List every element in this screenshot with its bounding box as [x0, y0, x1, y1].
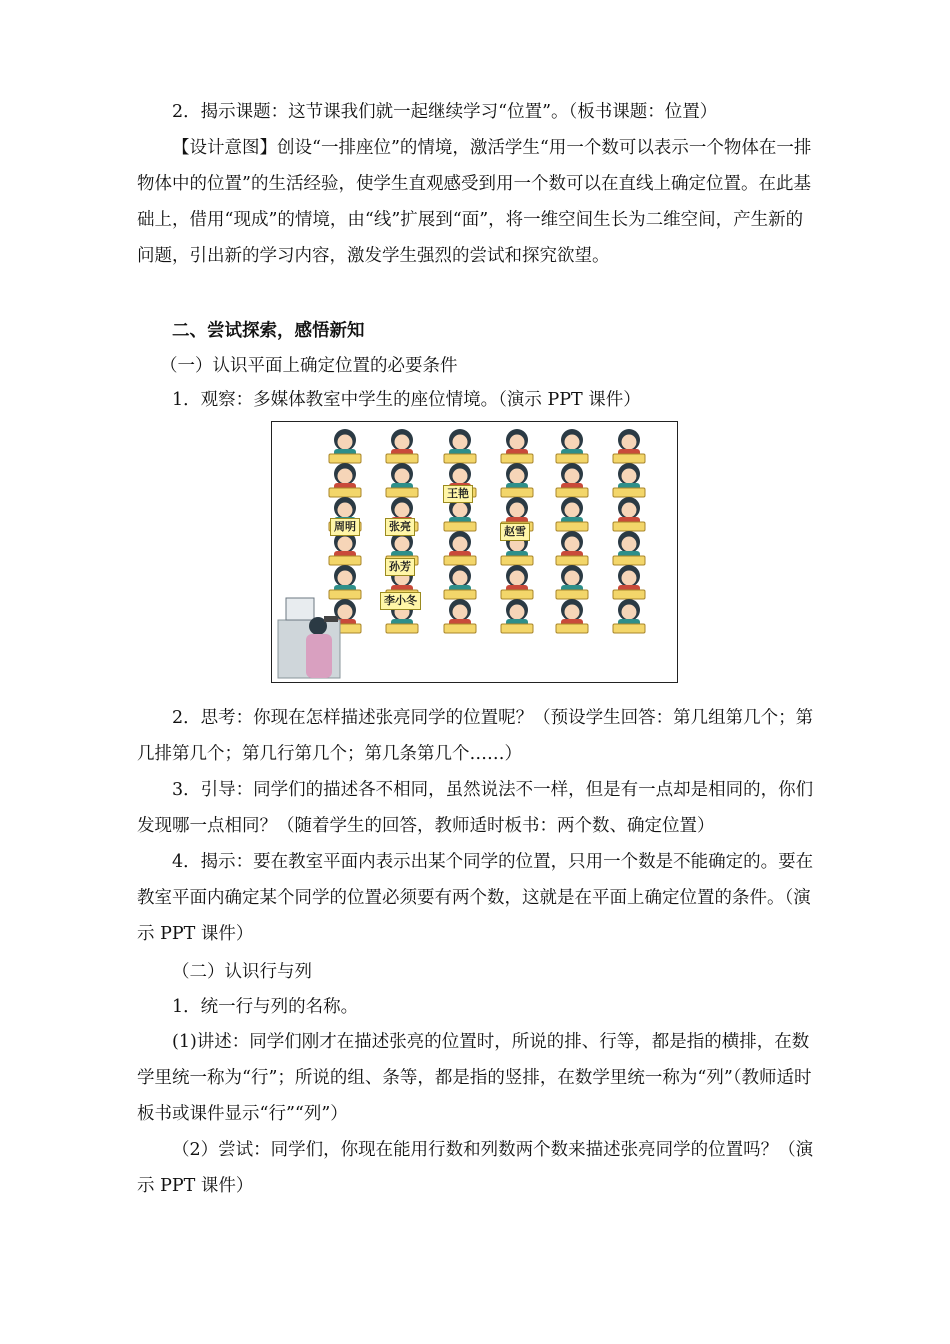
student-seat	[386, 463, 418, 497]
student-seat	[556, 565, 588, 599]
paragraph-reveal: 4．揭示：要在教室平面内表示出某个同学的位置，只用一个数是不能确定的。要在教室平面内确定某个同学的位置必须要有两个数，这就是在平面上确定位置的条件。（演示 PPT 课件）	[137, 852, 814, 944]
student-seat	[613, 599, 645, 633]
paragraph-guide: 3．引导：同学们的描述各不相同，虽然说法不一样，但是有一点却是相同的，你们发现哪一点相同？（随着学生的回答，教师适时板书：两个数、确定位置）	[137, 780, 814, 836]
student-seat	[501, 429, 533, 463]
student-seat	[329, 463, 361, 497]
student-seat	[556, 599, 588, 633]
classroom-seating-figure	[271, 421, 678, 683]
student-seat	[613, 429, 645, 463]
student-seat	[556, 497, 588, 531]
student-seat	[501, 565, 533, 599]
student-seat	[329, 531, 361, 565]
name-tag-zhouming: 周明	[330, 518, 360, 536]
paragraph-design-intent: 【设计意图】创设“一排座位”的情境，激活学生“用一个数可以表示一个物体在一排物体中的位置”的生活经验，使学生直观感受到用一个数可以在直线上确定位置。在此基础上，借用“现成”的情境，由“线”扩展到“面”，将一维空间生长为二维空间，产生新的问题，引出新的学习内容，激发学生强烈的尝试和探究欲望。	[137, 138, 812, 266]
student-seat	[386, 429, 418, 463]
name-tag-wangyan: 王艳	[443, 485, 473, 503]
subsection-heading-1: （一）认识平面上确定位置的必要条件	[160, 356, 458, 376]
student-seat	[613, 531, 645, 565]
student-seat	[556, 531, 588, 565]
student-seat	[613, 565, 645, 599]
student-seat	[444, 565, 476, 599]
section-heading-2: 二、尝试探索，感悟新知	[172, 321, 365, 341]
subsection-heading-2: （二）认识行与列	[172, 962, 312, 982]
paragraph-try: （2）尝试：同学们，你现在能用行数和列数两个数来描述张亮同学的位置吗？（演示 PPT 课件）	[137, 1140, 814, 1196]
student-seat	[444, 429, 476, 463]
student-seat	[613, 497, 645, 531]
student-seat	[329, 565, 361, 599]
paragraph-unify: 1．统一行与列的名称。	[172, 997, 359, 1017]
student-seat	[613, 463, 645, 497]
classroom-illustration	[272, 422, 678, 683]
name-tag-lixiaodong: 李小冬	[380, 592, 421, 610]
paragraph-think: 2．思考：你现在怎样描述张亮同学的位置呢？（预设学生回答：第几组第几个；第几排第几个；第几行第几个；第几条第几个……）	[137, 708, 814, 764]
teacher-figure	[278, 598, 340, 678]
name-tag-zhaoxue: 赵雪	[500, 523, 530, 541]
student-seat	[556, 463, 588, 497]
name-tag-sunfang: 孙芳	[385, 558, 415, 576]
paragraph-explain: (1)讲述：同学们刚才在描述张亮的位置时，所说的排、行等，都是指的横排，在数学里统一称为“行”；所说的组、条等，都是指的竖排，在数学里统一称为“列”（教师适时板书或课件显示“行”“列”）	[137, 1032, 812, 1124]
student-seat	[501, 463, 533, 497]
student-seat	[329, 429, 361, 463]
student-seat	[444, 531, 476, 565]
student-seat	[501, 599, 533, 633]
paragraph-reveal-topic: 2．揭示课题：这节课我们就一起继续学习“位置”。（板书课题：位置）	[172, 102, 718, 122]
paragraph-observe: 1．观察：多媒体教室中学生的座位情境。（演示 PPT 课件）	[172, 390, 641, 410]
student-seat	[556, 429, 588, 463]
name-tag-zhangliang: 张亮	[385, 518, 415, 536]
student-seat	[444, 599, 476, 633]
